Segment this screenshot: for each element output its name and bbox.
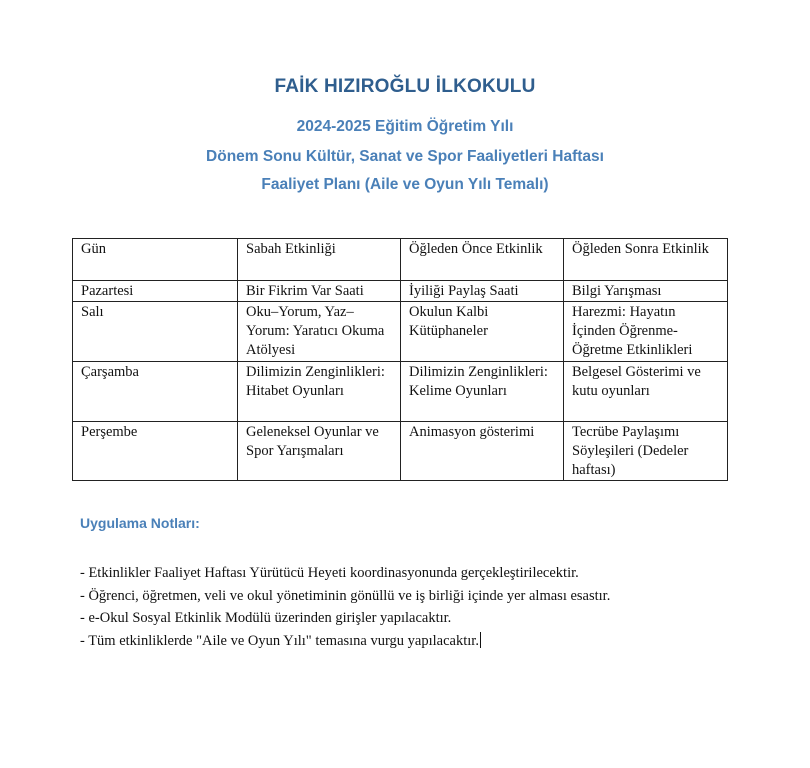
table-cell: İyiliği Paylaş Saati: [401, 281, 564, 302]
table-cell: Dilimizin Zenginlikleri: Kelime Oyunları: [401, 362, 564, 422]
table-cell: Tecrübe Paylaşımı Söyleşileri (Dedeler haftası): [564, 422, 728, 481]
table-cell: Belgesel Gösterimi ve kutu oyunları: [564, 362, 728, 422]
table-cell: Bir Fikrim Var Saati: [238, 281, 401, 302]
table-row: [73, 302, 728, 362]
note-item: - Öğrenci, öğretmen, veli ve okul yönetiminin gönüllü ve iş birliği içinde yer alması esastır.: [80, 587, 611, 604]
note-text: - Tüm etkinliklerde "Aile ve Oyun Yılı" temasına vurgu yapılacaktır.: [80, 633, 479, 650]
table-cell: Pazartesi: [73, 281, 238, 302]
table-cell: Geleneksel Oyunlar ve Spor Yarışmaları: [238, 422, 401, 481]
header-cell-morning: Sabah Etkinliği: [238, 239, 401, 281]
table-cell: Salı: [73, 302, 238, 362]
header-cell-afternoon: Öğleden Sonra Etkinlik: [564, 239, 728, 281]
note-item: - e-Okul Sosyal Etkinlik Modülü üzerinden girişler yapılacaktır.: [80, 610, 452, 627]
text-cursor: [480, 632, 481, 648]
subtitle-year: 2024-2025 Eğitim Öğretim Yılı: [296, 118, 514, 135]
table-row: [73, 362, 728, 422]
table-header-row: [73, 239, 728, 281]
note-item: [80, 630, 610, 653]
table-cell: Bilgi Yarışması: [564, 281, 728, 302]
table-cell: Animasyon gösterimi: [401, 422, 564, 481]
document-title: FAİK HIZIROĞLU İLKOKULU: [274, 76, 536, 97]
notes-list: [80, 562, 610, 653]
table-row: [73, 281, 728, 302]
table-cell: Oku–Yorum, Yaz–Yorum: Yaratıcı Okuma Atölyesi: [238, 302, 401, 362]
subtitle-plan: Faaliyet Planı (Aile ve Oyun Yılı Temalı): [261, 176, 549, 193]
header-cell-day: Gün: [73, 239, 238, 281]
table-cell: Dilimizin Zenginlikleri: Hitabet Oyunları: [238, 362, 401, 422]
table-row: [73, 422, 728, 481]
notes-title: Uygulama Notları:: [80, 515, 200, 531]
table-cell: Okulun Kalbi Kütüphaneler: [401, 302, 564, 362]
activity-table: [72, 238, 728, 481]
table-cell: Çarşamba: [73, 362, 238, 422]
header-cell-before-noon: Öğleden Önce Etkinlik: [401, 239, 564, 281]
subtitle-event: Dönem Sonu Kültür, Sanat ve Spor Faaliyetleri Haftası: [206, 148, 604, 165]
table-cell: Harezmi: Hayatın İçinden Öğrenme-Öğretme Etkinlikleri: [564, 302, 728, 362]
note-item: - Etkinlikler Faaliyet Haftası Yürütücü Heyeti koordinasyonunda gerçekleştirilecektir.: [80, 565, 579, 581]
table-cell: Perşembe: [73, 422, 238, 481]
